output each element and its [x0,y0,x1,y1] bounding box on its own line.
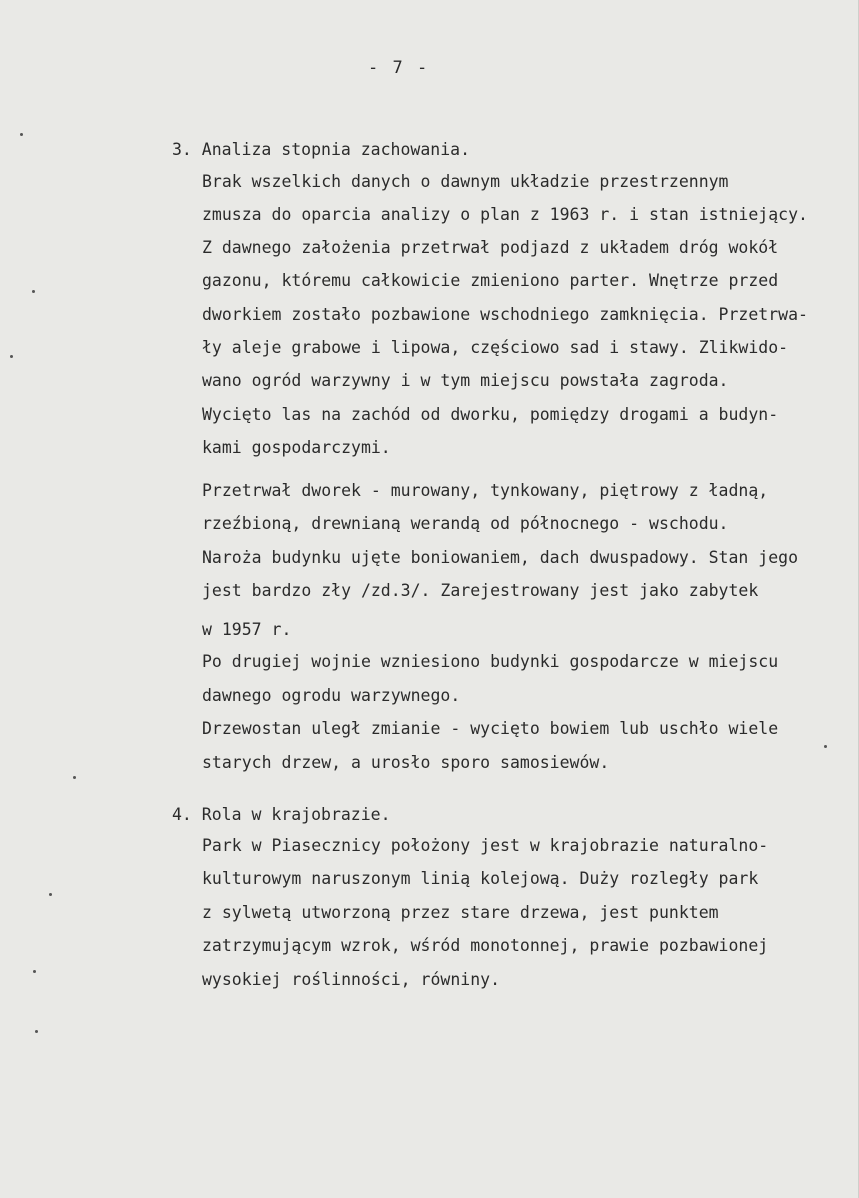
scan-speck [20,133,23,136]
text-line: wano ogród warzywny i w tym miejscu powstała zagroda. [202,371,729,390]
scan-speck [33,970,36,973]
scan-speck [824,745,827,748]
text-line: Naroża budynku ujęte boniowaniem, dach dwuspadowy. Stan jego [202,548,799,567]
scan-speck [49,893,52,896]
text-line: jest bardzo zły /zd.3/. Zarejestrowany jest jako zabytek [202,581,759,600]
text-line: Park w Piasecznicy położony jest w krajobrazie naturalno- [202,836,769,855]
text-line: rzeźbioną, drewnianą werandą od północnego - wschodu. [202,514,729,533]
text-line: w 1957 r. [202,620,292,639]
text-line: dawnego ogrodu warzywnego. [202,686,461,705]
text-line: ły aleje grabowe i lipowa, częściowo sad i stawy. Zlikwido- [202,338,789,357]
text-line: z sylwetą utworzoną przez stare drzewa, jest punktem [202,903,719,922]
scan-speck [73,776,76,779]
text-line: Po drugiej wojnie wzniesiono budynki gospodarcze w miejscu [202,652,779,671]
scan-speck [32,290,35,293]
text-line: Brak wszelkich danych o dawnym układzie przestrzennym [202,172,729,191]
text-line: Drzewostan uległ zmianie - wycięto bowiem lub uschło wiele [202,719,779,738]
text-line: gazonu, któremu całkowicie zmieniono parter. Wnętrze przed [202,271,779,290]
text-line: starych drzew, a urosło sporo samosiewów. [202,753,610,772]
scan-speck [35,1030,38,1033]
scan-speck [10,355,13,358]
text-line: Przetrwał dworek - murowany, tynkowany, piętrowy z ładną, [202,481,769,500]
section-heading: 4. Rola w krajobrazie. [172,805,391,824]
page-number: - 7 - [368,58,430,78]
text-line: Wycięto las na zachód od dworku, pomiędzy drogami a budyn- [202,405,779,424]
text-line: zatrzymującym wzrok, wśród monotonnej, prawie pozbawionej [202,936,769,955]
text-line: Z dawnego założenia przetrwał podjazd z układem dróg wokół [202,238,779,257]
text-line: zmusza do oparcia analizy o plan z 1963 r. i stan istniejący. [202,205,808,224]
section-heading: 3. Analiza stopnia zachowania. [172,140,471,159]
text-line: kulturowym naruszonym linią kolejową. Duży rozległy park [202,869,759,888]
text-line: wysokiej roślinności, równiny. [202,970,501,989]
text-line: dworkiem zostało pozbawione wschodniego zamknięcia. Przetrwa- [202,305,808,324]
text-line: kami gospodarczymi. [202,438,391,457]
